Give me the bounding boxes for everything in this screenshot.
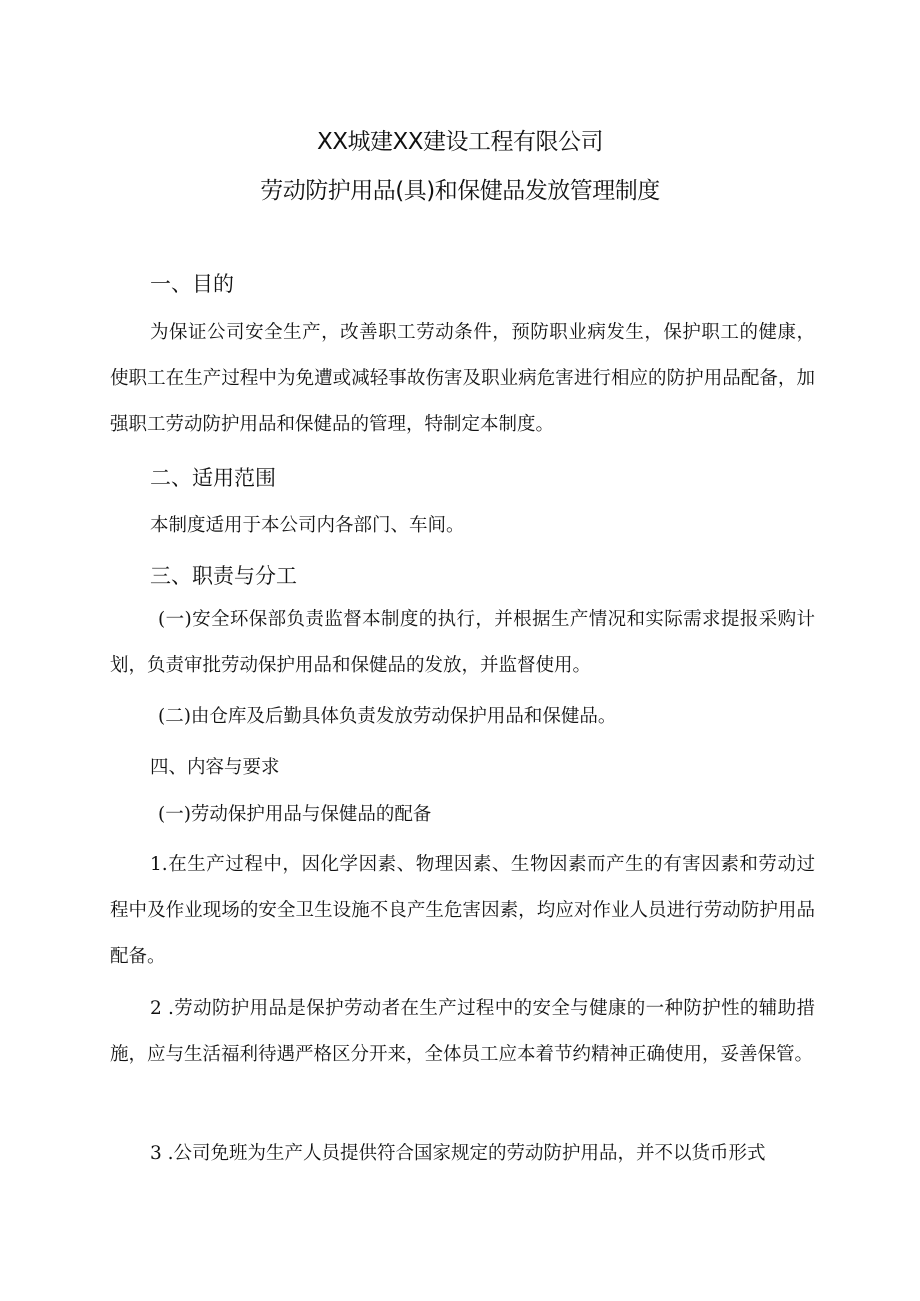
document-title-company: XX城建XX建设工程有限公司 xyxy=(316,129,604,155)
responsibility-item-1: (一)安全环保部负责监督本制度的执行，并根据生产情况和实际需求提报采购计划，负责审批劳动保护用品和保健品的发放，并监督使用。 xyxy=(110,609,815,676)
content-paragraph-1: 1.在生产过程中，因化学因素、物理因素、生物因素而产生的有害因素和劳动过程中及作业现场的安全卫生设施不良产生危害因素，均应对作业人员进行劳动防护用品配备。 xyxy=(110,854,815,967)
content-paragraph-3: 3 .公司免班为生产人员提供符合国家规定的劳动防护用品，并不以货币形式 xyxy=(150,1143,766,1164)
document-title-subject: 劳动防护用品(具)和保健品发放管理制度 xyxy=(260,178,660,204)
section-heading-purpose: 一、目的 xyxy=(150,272,234,296)
content-subheading-1: (一)劳动保护用品与保健品的配备 xyxy=(158,804,432,825)
section-paragraph-purpose: 为保证公司安全生产，改善职工劳动条件，预防职业病发生，保护职工的健康，使职工在生产过程中为免遭或减轻事故伤害及职业病危害进行相应的防护用品配备，加强职工劳动防护用品和保健品的管理，特制定本制度。 xyxy=(110,322,815,435)
content-paragraph-2: 2 .劳动防护用品是保护劳动者在生产过程中的安全与健康的一种防护性的辅助措施，应与生活福利待遇严格区分开来，全体员工应本着节约精神正确使用，妥善保管。 xyxy=(110,998,815,1065)
section-heading-responsibilities: 三、职责与分工 xyxy=(150,564,297,588)
section-heading-scope: 二、适用范围 xyxy=(150,466,276,490)
responsibility-item-2: (二)由仓库及后勤具体负责发放劳动保护用品和保健品。 xyxy=(158,706,617,727)
section-paragraph-scope: 本制度适用于本公司内各部门、车间。 xyxy=(150,515,465,536)
section-heading-content: 四、内容与要求 xyxy=(150,757,280,778)
